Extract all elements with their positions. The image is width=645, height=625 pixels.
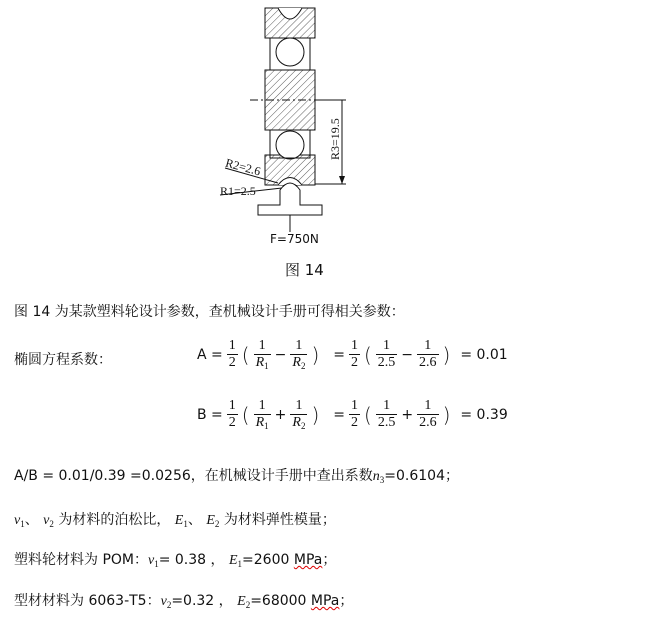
r3-label: R3=19.5: [328, 118, 342, 160]
figure-caption: 图 14: [285, 261, 324, 279]
materials-desc: $\nu_1$、 $\nu_2$ 为材料的泊松比， $E_1$、 $E_2$ 为材料弹性模量；: [14, 512, 336, 529]
force-label: F=750N: [270, 232, 319, 246]
equation-a: A = $\frac{1}{2}$ ( $\frac{1}{R_1}$ − $\frac{1}{R_2}$ ) = $\frac{1}{2}$ ( $\frac{1}{2.5}$ − $\frac{1}{2.6}$ ) = 0.01: [197, 338, 508, 371]
ratio-line: A/B = 0.01/0.39 =0.0256，在机械设计手册中查出系数$n_3=0.6104$；: [14, 468, 459, 485]
eq-b-name: B =: [197, 406, 223, 423]
ellipse-label: 椭圆方程系数：: [14, 352, 112, 368]
eq-a-name: A =: [197, 346, 223, 363]
r1-label: R1=2.5: [220, 184, 256, 198]
equation-b: B = $\frac{1}{2}$ ( $\frac{1}{R_1}$ + $\frac{1}{R_2}$ ) = $\frac{1}{2}$ ( $\frac{1}{2.5}$ + $\frac{1}{2.6}$ ) = 0.39: [197, 398, 508, 431]
profile-line: 型材材料为 6063-T5：$\nu_2=0.32$ ， $E_2=68000$ MPa；: [14, 593, 354, 610]
intro-text: 图 14 为某款塑料轮设计参数，查机械设计手册可得相关参数：: [14, 304, 405, 320]
pom-line: 塑料轮材料为 POM：$\nu_1= 0.38$ ， $E_1=2600$ MPa；: [14, 552, 337, 569]
r2-label: R2=2.6: [223, 155, 263, 179]
